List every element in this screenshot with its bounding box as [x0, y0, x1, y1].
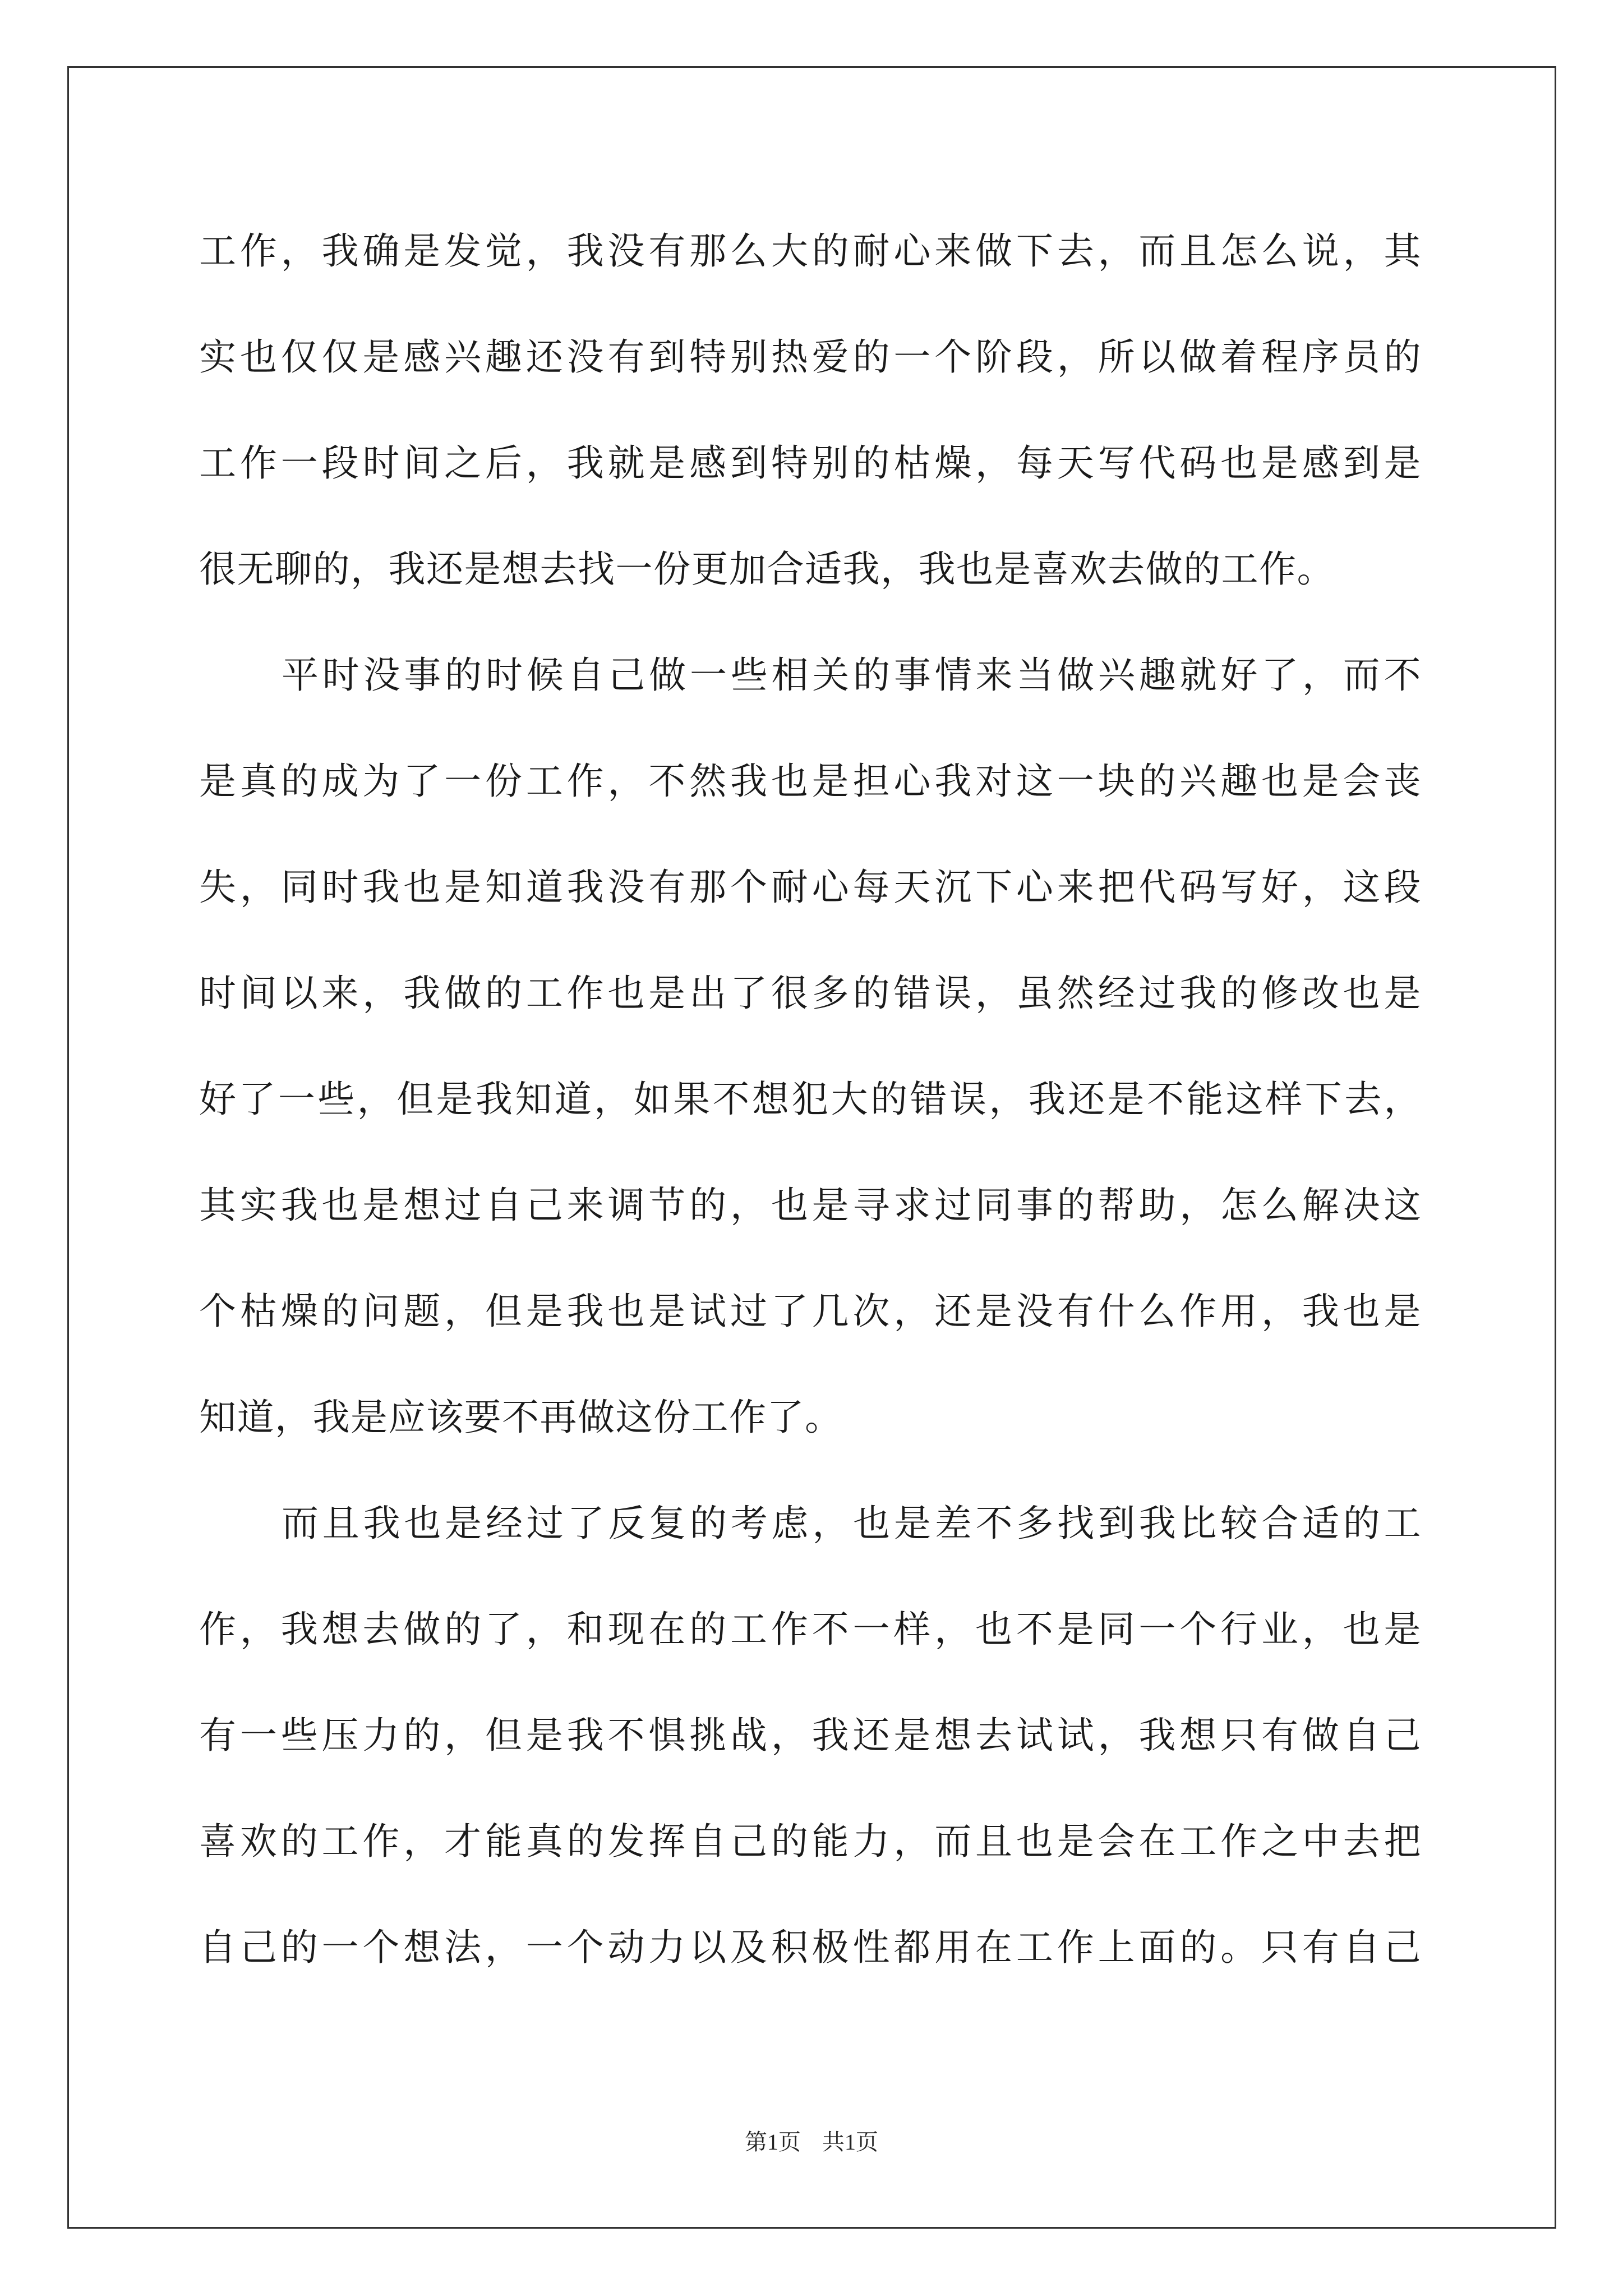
text-line: 喜欢的工作，才能真的发挥自己的能力，而且也是会在工作之中去把 [199, 1820, 1422, 1863]
text-line: 其实我也是想过自己来调节的，也是寻求过同事的帮助，怎么解决这 [199, 1184, 1422, 1227]
text-line: 工作一段时间之后，我就是感到特别的枯燥，每天写代码也是感到是 [199, 441, 1422, 485]
paragraph-first-line: 而且我也是经过了反复的考虑，也是差不多找到我比较合适的工 [282, 1502, 1422, 1545]
page-total: 共1页 [822, 2129, 878, 2155]
text-line: 个枯燥的问题，但是我也是试过了几次，还是没有什么作用，我也是 [199, 1290, 1422, 1333]
text-line: 实也仅仅是感兴趣还没有到特别热爱的一个阶段，所以做着程序员的 [199, 335, 1422, 379]
paragraph-last-line: 知道，我是应该要不再做这份工作了。 [199, 1396, 843, 1439]
page-number: 第1页 [745, 2129, 801, 2155]
text-line: 作，我想去做的了，和现在的工作不一样，也不是同一个行业，也是 [199, 1608, 1422, 1651]
text-line: 工作，我确是发觉，我没有那么大的耐心来做下去，而且怎么说，其 [199, 229, 1422, 273]
page-footer [0, 2125, 1623, 2159]
text-line: 好了一些，但是我知道，如果不想犯大的错误，我还是不能这样下去， [199, 1078, 1422, 1121]
text-line: 是真的成为了一份工作，不然我也是担心我对这一块的兴趣也是会丧 [199, 760, 1422, 803]
text-line: 时间以来，我做的工作也是出了很多的错误，虽然经过我的修改也是 [199, 972, 1422, 1015]
paragraph-last-line: 很无聊的，我还是想去找一份更加合适我，我也是喜欢去做的工作。 [199, 547, 1335, 591]
document-body [199, 226, 1422, 2028]
text-line: 自己的一个想法，一个动力以及积极性都用在工作上面的。只有自己 [199, 1926, 1422, 1969]
text-line: 有一些压力的，但是我不惧挑战，我还是想去试试，我想只有做自己 [199, 1714, 1422, 1757]
text-line: 失，同时我也是知道我没有那个耐心每天沉下心来把代码写好，这段 [199, 866, 1422, 909]
paragraph-first-line: 平时没事的时候自己做一些相关的事情来当做兴趣就好了，而不 [282, 654, 1422, 697]
